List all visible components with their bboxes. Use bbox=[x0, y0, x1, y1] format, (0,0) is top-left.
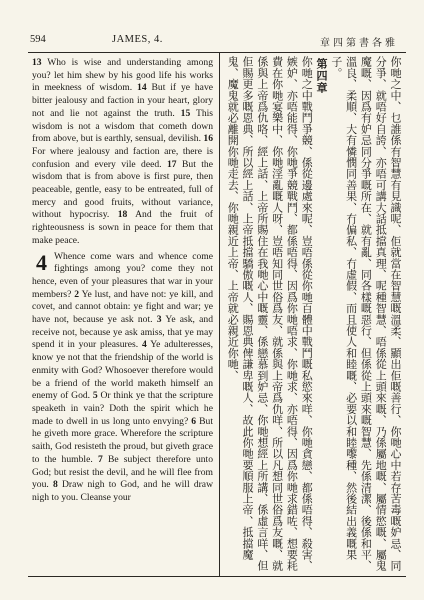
chinese-verse: 你哋之中戰鬥爭競、係從邊處來呢、豈唔係從你哋百體中戰鬥嘅私慾來咩、 bbox=[300, 56, 314, 426]
verse-number: 2 bbox=[74, 288, 80, 300]
chinese-verse: 你哋淫亂嘅人呀、豈唔知同世俗爲友、就係與上帝爲仇咩、所以凡想同世俗爲友嘅、就係與上帝爲仇咯、 bbox=[255, 56, 284, 572]
chinese-verse: 但佢賜更多嘅恩典、所以經上話、上帝抵擋驕傲嘅人、賜恩典俾謙卑嘅人、 bbox=[241, 56, 269, 572]
verse-text: Ye lust, and have not: ye kill, and covet, and cannot obtain: ye fight and war; ye have not, because ye ask not. bbox=[32, 288, 213, 326]
chinese-chapter-heading: 第四章 bbox=[315, 58, 329, 94]
verse-number: 7 bbox=[97, 453, 103, 465]
verse-text: But if ye have bitter jealousy and faction in your heart, glory not and lie not against the truth. bbox=[32, 82, 213, 119]
chinese-verse: 但係從上頭來嘅智慧、先係清潔、後係和平、溫良、柔順、大有憐憫同善果、冇偏私、冇虛假、 bbox=[344, 56, 373, 572]
verse-text: Be subject therefore unto God; but resist the devil, and he will flee from you. bbox=[32, 453, 214, 491]
verse bbox=[32, 479, 213, 503]
verse-number: 16 bbox=[203, 133, 213, 145]
verse-number: 14 bbox=[137, 82, 147, 94]
verse-number: 18 bbox=[117, 209, 128, 221]
page-number: 594 bbox=[30, 34, 46, 45]
chinese-verse: 你哋心中若存苦毒嘅妒忌、同分爭、就唔好自誇、亦唔可講大話抵擋真理、 bbox=[374, 56, 402, 572]
verse-number: 8 bbox=[52, 479, 58, 491]
chinese-verse: 你哋親近上帝、上帝就必親近你哋、 bbox=[226, 201, 240, 381]
chapter-number: 4 bbox=[36, 249, 47, 275]
column-divider bbox=[219, 52, 220, 576]
verse-text: Or think ye that the scripture speaketh in vain? Doth the spirit which he made to dwell in us long unto envying? bbox=[32, 390, 213, 427]
verse-number: 3 bbox=[156, 314, 162, 326]
chinese-verse: 呢種智慧、唔係從上頭來嘅、乃係屬地嘅、屬情慾嘅、屬鬼魔嘅、 bbox=[359, 56, 388, 572]
verse-text: And the fruit of righteousness is sown in peace for them that make peace. bbox=[32, 209, 213, 246]
english-column bbox=[32, 57, 213, 505]
running-title: JAMES, 4. bbox=[112, 34, 163, 45]
verse-number: 13 bbox=[32, 57, 42, 68]
verse-text: For where jealousy and faction are, there is confusion and every vile deed. bbox=[32, 145, 213, 170]
verse-number: 6 bbox=[191, 415, 197, 427]
chinese-verse: 因爲有妒忌同分爭嘅所在、就有亂、同各樣嘅惡行、 bbox=[359, 89, 373, 348]
chinese-verse: 你哋貪戀、都係唔得、殺害、嫉妒、亦唔能得、你哋爭競戰鬥、都係唔得、因爲你哋唔求、 bbox=[285, 56, 314, 572]
verse-number: 4 bbox=[141, 339, 147, 351]
footer-rule bbox=[28, 576, 406, 577]
english-chapter-3-paragraph bbox=[32, 57, 213, 248]
chinese-verse: 你哋求、亦唔得、因爲你哋求錯咗、想要耗費在你哋宴樂中、 bbox=[270, 56, 299, 572]
verse-text: Who is wise and understanding among you? let him shew by his good life his works in meekness of wisdom. bbox=[32, 57, 213, 94]
verse-text: Whence come wars and whence come fightings among you? come they not hence, even of your pleasures that war in your members? bbox=[32, 250, 213, 300]
chinese-verse: 經上話、上帝所賜住在我哋心中嘅靈、係戀慕到妒忌、你哋想經上所講、係虛言咩、 bbox=[255, 145, 269, 561]
header-rule bbox=[28, 52, 406, 53]
chinese-running-title: 章四第書各雅 bbox=[320, 38, 398, 49]
verse-text: Ye adulteresses, know ye not that the friendship of the world is enmity with God? Whosoever therefore would be a friend of the world maketh himself an enemy of God. bbox=[32, 339, 214, 402]
verse-text: Ye ask, and receive not, because ye ask amiss, that ye may spend it in your pleasures. bbox=[32, 314, 213, 351]
chinese-verse: 而且使人和睦嘅、必要以和睦嚟種、然後結出義嘅果子。 bbox=[329, 56, 358, 561]
verse-text: But the wisdom that is from above is first pure, then peaceable, gentle, easy to be entreated, full of mercy and good fruits, without variance, without hypocrisy. bbox=[32, 158, 213, 221]
english-chapter-4-paragraph bbox=[32, 251, 213, 505]
chinese-verse: 你哋之中、乜誰係有智慧有見識呢、佢就當在智慧嘅溫柔、顯出佢嘅善行、 bbox=[389, 56, 402, 426]
verse-number: 5 bbox=[92, 390, 98, 402]
verse-text: Draw nigh to God, and he will draw nigh to you. Cleanse your bbox=[32, 479, 213, 503]
verse-text: This wisdom is not a wisdom that cometh down from above, but is earthly, sensual, devilish. bbox=[32, 107, 214, 145]
verse-number: 15 bbox=[180, 107, 191, 119]
verse-text: But he giveth more grace. Wherefore the scripture saith, God resisteth the proud, but giveth grace to the humble. bbox=[32, 415, 213, 465]
verse-number: 17 bbox=[166, 158, 177, 170]
chinese-verse: 故此你哋要順服上帝、抵擋魔鬼、魔鬼就必離開你哋走去、 bbox=[226, 56, 255, 561]
chinese-column bbox=[224, 56, 402, 572]
page-header bbox=[30, 34, 404, 48]
